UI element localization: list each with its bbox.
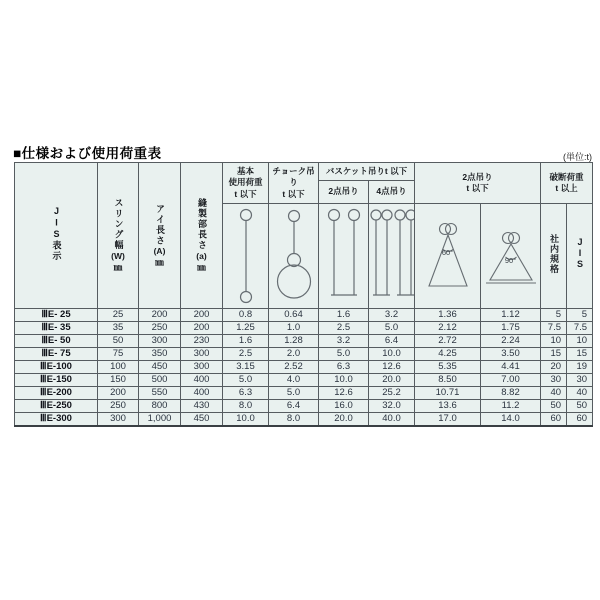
table-cell: 10.0 [319,374,369,387]
table-cell: 50 [98,335,139,348]
table-cell: 6.4 [369,335,415,348]
row-label: ⅢE- 50 [15,335,98,348]
table-cell: 1.36 [415,309,481,322]
table-cell: 30 [541,374,567,387]
table-cell: 2.5 [319,322,369,335]
table-cell: 8.0 [269,413,319,427]
row-label: ⅢE-300 [15,413,98,427]
table-cell: 1.28 [269,335,319,348]
table-cell: 15 [541,348,567,361]
col-header-jis-standard: JIS [567,204,593,309]
sling-width-unit: ㎜ [113,261,123,272]
table-cell: 15 [567,348,593,361]
sewn-length-unit: ㎜ [197,261,206,272]
table-cell: 2.0 [269,348,319,361]
table-cell: 350 [139,348,181,361]
table-cell: 2.72 [415,335,481,348]
table-cell: 1.0 [269,322,319,335]
table-row [15,322,593,335]
table-cell: 300 [181,348,223,361]
sling-width-label: スリング幅 [113,198,124,251]
row-label: ⅢE-150 [15,374,98,387]
load-spec-table [14,162,593,427]
table-cell: 25 [98,309,139,322]
table-cell: 6.3 [223,387,269,400]
table-cell: 3.2 [319,335,369,348]
eye-length-unit: ㎜ [155,256,164,267]
basket-4point-icon [369,204,415,309]
table-cell: 4.0 [269,374,319,387]
table-cell: 430 [181,400,223,413]
table-cell: 1,000 [139,413,181,427]
table-cell: 250 [98,400,139,413]
table-cell: 60 [541,413,567,427]
table-cell: 5 [567,309,593,322]
col-header-sling-width [98,163,139,309]
table-cell: 1.25 [223,322,269,335]
table-row [15,413,593,427]
eye-length-label: アイ長さ [155,203,165,246]
straight-sling-icon [223,204,269,309]
col-header-choke-hitch: チョーク吊り t 以下 [269,163,319,204]
table-cell: 40 [541,387,567,400]
table-cell: 5.35 [415,361,481,374]
eye-length-symbol: (A) [153,245,166,256]
table-cell: 10 [567,335,593,348]
table-cell: 1.6 [319,309,369,322]
table-cell: 300 [98,413,139,427]
col-header-basket-4point: 4点吊り [369,181,415,204]
col-header-jis-display [15,163,98,309]
sling-width-symbol: (W) [111,250,125,261]
col-header-basket-2point: 2点吊り [319,181,369,204]
table-cell: 5.0 [319,348,369,361]
table-cell: 800 [139,400,181,413]
table-row [15,400,593,413]
table-cell: 40.0 [369,413,415,427]
table-cell: 500 [139,374,181,387]
col-header-internal-standard: 社内規格 [541,204,567,309]
table-cell: 1.6 [223,335,269,348]
col-header-basic-load: 基本 使用荷重 t 以下 [223,163,269,204]
table-cell: 8.82 [481,387,541,400]
table-cell: 6.3 [319,361,369,374]
col-header-eye-length [139,163,181,309]
col-header-breaking-load: 破断荷重 t 以上 [541,163,593,204]
table-cell: 10.0 [369,348,415,361]
table-cell: 4.25 [415,348,481,361]
table-cell: 3.50 [481,348,541,361]
sewn-length-label: 縫製部長さ [197,198,207,251]
table-cell: 3.15 [223,361,269,374]
row-label: ⅢE-100 [15,361,98,374]
two-point-60deg-icon [415,204,481,309]
table-cell: 1.12 [481,309,541,322]
table-cell: 10.0 [223,413,269,427]
table-cell: 20.0 [319,413,369,427]
table-cell: 5.0 [369,322,415,335]
table-cell: 75 [98,348,139,361]
table-cell: 7.5 [541,322,567,335]
table-cell: 25.2 [369,387,415,400]
table-row [15,309,593,322]
table-cell: 550 [139,387,181,400]
table-cell: 450 [181,413,223,427]
table-body [15,309,593,427]
table-cell: 2.52 [269,361,319,374]
table-cell: 50 [541,400,567,413]
table-row [15,348,593,361]
col-header-basket-hitch: バスケット吊りt 以下 [319,163,415,181]
table-cell: 7.5 [567,322,593,335]
table-cell: 3.2 [369,309,415,322]
table-cell: 6.4 [269,400,319,413]
table-cell: 230 [181,335,223,348]
angle-60-label: 60° [441,248,454,257]
table-cell: 5.0 [269,387,319,400]
row-label: ⅢE- 75 [15,348,98,361]
table-cell: 0.64 [269,309,319,322]
choke-hitch-icon [269,204,319,309]
table-cell: 450 [139,361,181,374]
table-cell: 2.5 [223,348,269,361]
table-row [15,361,593,374]
table-cell: 200 [181,322,223,335]
table-cell: 5.0 [223,374,269,387]
table-cell: 150 [98,374,139,387]
table-cell: 12.6 [369,361,415,374]
basket-2point-icon [319,204,369,309]
sewn-length-symbol: (a) [196,250,207,261]
table-cell: 60 [567,413,593,427]
table-cell: 4.41 [481,361,541,374]
table-cell: 8.50 [415,374,481,387]
table-cell: 14.0 [481,413,541,427]
unit-note: (単位:t) [563,152,592,162]
table-cell: 200 [98,387,139,400]
table-cell: 100 [98,361,139,374]
table-cell: 2.24 [481,335,541,348]
row-label: ⅢE-200 [15,387,98,400]
table-cell: 20.0 [369,374,415,387]
table-row [15,387,593,400]
table-cell: 200 [139,309,181,322]
table-cell: 300 [181,361,223,374]
angle-90-label: 90° [504,256,517,265]
table-cell: 20 [541,361,567,374]
table-cell: 8.0 [223,400,269,413]
col-header-jis-display-label: JIS表示 [51,206,62,262]
table-cell: 10 [541,335,567,348]
table-cell: 7.00 [481,374,541,387]
table-cell: 10.71 [415,387,481,400]
two-point-90deg-icon [481,204,541,309]
table-cell: 19 [567,361,593,374]
table-cell: 32.0 [369,400,415,413]
table-cell: 250 [139,322,181,335]
row-label: ⅢE-250 [15,400,98,413]
table-cell: 30 [567,374,593,387]
col-header-sewn-length [181,163,223,309]
page-title: ■仕様および使用荷重表 [13,146,162,161]
table-cell: 2.12 [415,322,481,335]
row-label: ⅢE- 25 [15,309,98,322]
table-cell: 12.6 [319,387,369,400]
table-cell: 300 [139,335,181,348]
table-row [15,374,593,387]
table-cell: 400 [181,387,223,400]
table-cell: 11.2 [481,400,541,413]
row-label: ⅢE- 35 [15,322,98,335]
table-cell: 17.0 [415,413,481,427]
table-cell: 16.0 [319,400,369,413]
table-cell: 0.8 [223,309,269,322]
table-cell: 400 [181,374,223,387]
table-cell: 13.6 [415,400,481,413]
table-cell: 1.75 [481,322,541,335]
table-cell: 40 [567,387,593,400]
table-cell: 200 [181,309,223,322]
table-cell: 5 [541,309,567,322]
table-cell: 35 [98,322,139,335]
table-row [15,335,593,348]
table-cell: 50 [567,400,593,413]
col-header-two-point: 2点吊り t 以下 [415,163,541,204]
